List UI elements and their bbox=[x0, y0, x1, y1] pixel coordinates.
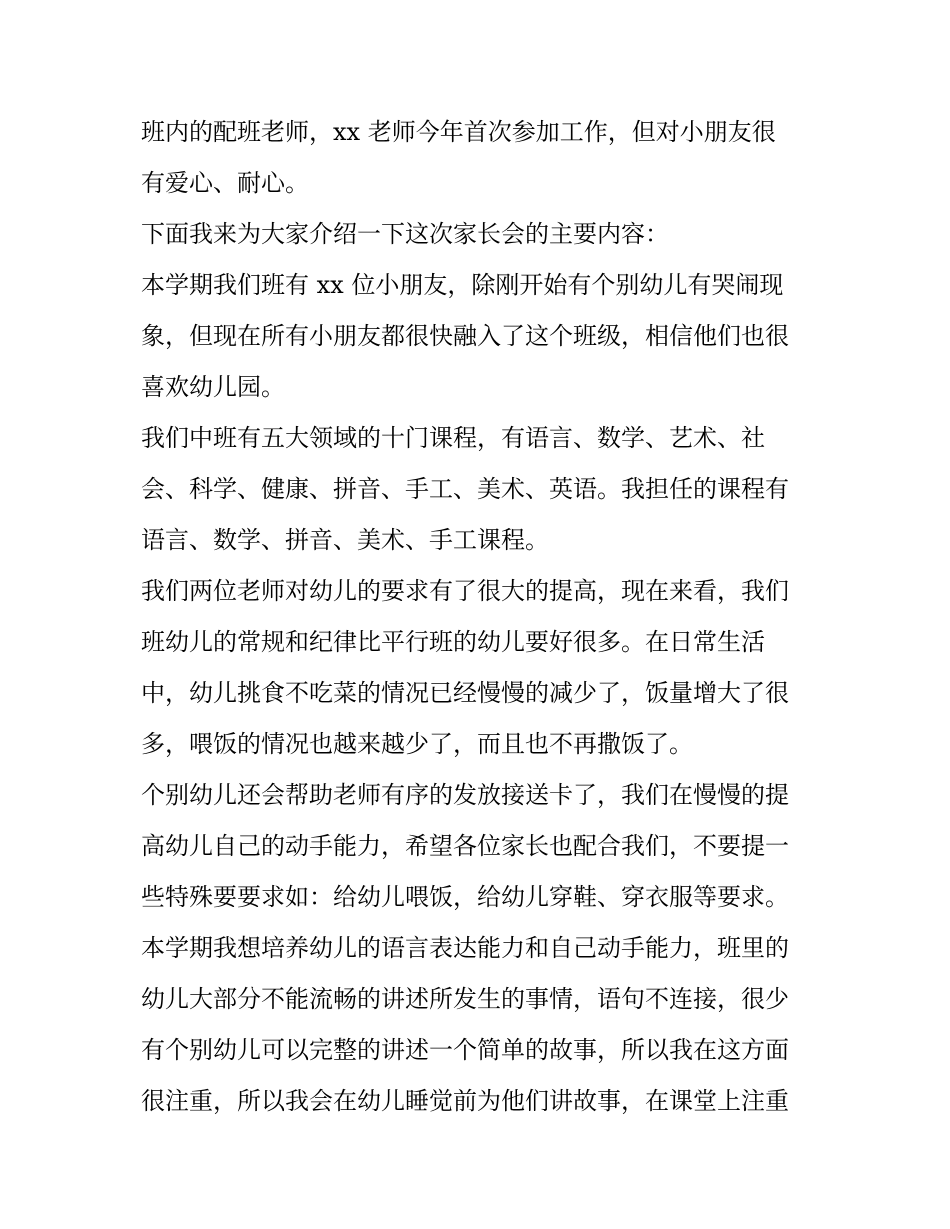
text-line: 会、科学、健康、拼音、手工、美术、英语。我担任的课程有 bbox=[141, 475, 789, 503]
text-line: 中，幼儿挑食不吃菜的情况已经慢慢的减少了，饭量增大了很 bbox=[141, 679, 789, 707]
text-line: 高幼儿自己的动手能力，希望各位家长也配合我们，不要提一 bbox=[141, 832, 789, 860]
text-line: 班幼儿的常规和纪律比平行班的幼儿要好很多。在日常生活 bbox=[141, 628, 765, 656]
text-line: 班内的配班老师，xx 老师今年首次参加工作，但对小朋友很 bbox=[141, 118, 776, 146]
text-line: 象，但现在所有小朋友都很快融入了这个班级，相信他们也很 bbox=[141, 322, 789, 350]
text-line: 幼儿大部分不能流畅的讲述所发生的事情，语句不连接，很少 bbox=[141, 985, 789, 1013]
text-line: 有个别幼儿可以完整的讲述一个简单的故事，所以我在这方面 bbox=[141, 1036, 789, 1064]
text-line: 下面我来为大家介绍一下这次家长会的主要内容： bbox=[141, 220, 669, 248]
text-line: 语言、数学、拼音、美术、手工课程。 bbox=[141, 526, 549, 554]
text-line: 有爱心、耐心。 bbox=[141, 169, 309, 197]
text-line: 多，喂饭的情况也越来越少了，而且也不再撒饭了。 bbox=[141, 730, 693, 758]
document-body bbox=[141, 107, 813, 1127]
text-line: 我们中班有五大领域的十门课程，有语言、数学、艺术、社 bbox=[141, 424, 765, 452]
text-line: 喜欢幼儿园。 bbox=[141, 373, 285, 401]
text-line: 本学期我想培养幼儿的语言表达能力和自己动手能力，班里的 bbox=[141, 934, 789, 962]
text-line: 我们两位老师对幼儿的要求有了很大的提高，现在来看，我们 bbox=[141, 577, 789, 605]
text-line: 些特殊要要求如：给幼儿喂饭，给幼儿穿鞋、穿衣服等要求。 bbox=[141, 883, 789, 911]
text-line: 个别幼儿还会帮助老师有序的发放接送卡了，我们在慢慢的提 bbox=[141, 781, 789, 809]
text-line: 很注重，所以我会在幼儿睡觉前为他们讲故事，在课堂上注重 bbox=[141, 1087, 789, 1115]
text-line: 本学期我们班有 xx 位小朋友，除刚开始有个别幼儿有哭闹现 bbox=[141, 271, 784, 299]
